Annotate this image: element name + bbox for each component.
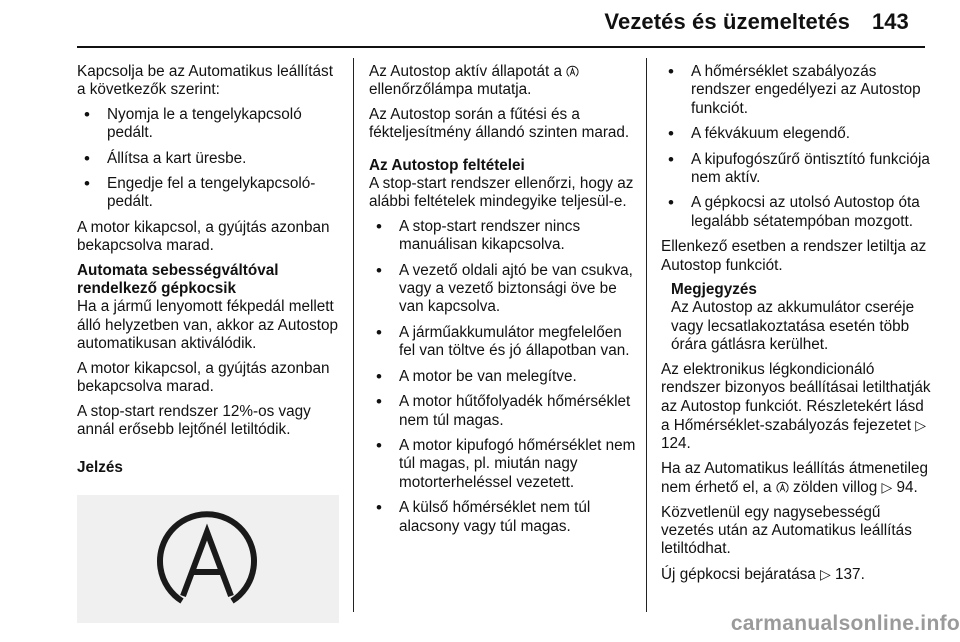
condition-item: • A motor kipufogó hőmérséklet nem túl magas, pl. miután nagy motorterheléssel vezetett. (369, 437, 637, 492)
unavailable-text-after: zölden villog (793, 479, 878, 497)
page-title: Vezetés és üzemeltetés (604, 9, 850, 34)
page-ref-arrow-icon: ▷ (881, 479, 893, 496)
condition-item: • A külső hőmérséklet nem túl alacsony vagy túl magas. (369, 499, 637, 536)
indicator-panel (77, 495, 339, 623)
automatic-heading: Automata sebességváltóval rendelkező gépkocsik (77, 261, 279, 298)
climate-page-ref[interactable]: 124. (661, 435, 691, 453)
column-2 (369, 63, 637, 543)
result-text-2: A motor kikapcsol, a gyújtás azonban bekapcsolva marad. (77, 359, 330, 396)
climate-text-body: Az elektronikus légkondicionáló rendszer bizonyos beállításai letilthatják az Autostop funkciót. Részletekért lásd a Hőmérséklet-szabályozás fejezetet (661, 360, 931, 434)
heating-text: Az Autostop során a fűtési és a fékteljesítmény állandó szinten marad. (369, 105, 630, 142)
column-divider-1 (353, 58, 354, 612)
step-item: • Nyomja le a tengelykapcsoló pedált. (77, 106, 345, 143)
step-item: • Állítsa a kart üresbe. (77, 150, 345, 168)
status-text-before: Az Autostop aktív állapotát a (369, 63, 563, 80)
condition-item: • A motor be van melegítve. (369, 368, 637, 386)
breakin-text (661, 565, 933, 584)
climate-text (661, 361, 933, 454)
page-number: 143 (872, 9, 909, 34)
autostop-lamp-icon (776, 481, 789, 494)
page-ref-arrow-icon: ▷ (915, 416, 926, 433)
condition-item: • A fékvákuum elegendő. (661, 125, 933, 143)
condition-item: • A gépkocsi az utolsó Autostop óta legalább sétatempóban mozgott. (661, 194, 933, 231)
column-3 (661, 63, 933, 590)
condition-item: • A stop-start rendszer nincs manuálisan kikapcsolva. (369, 218, 637, 255)
unavailable-text-before: Ha az Automatikus leállítás átmenetileg nem érhető el, a (661, 459, 928, 497)
autostop-lamp-icon (566, 65, 579, 78)
conditions-list (369, 218, 637, 536)
status-text (369, 63, 637, 100)
note-text: Az Autostop az akkumulátor cseréje vagy lecsatlakoztatása esetén több órára gátlásra kerülhet. (671, 299, 915, 354)
result-text: A motor kikapcsol, a gyújtás azonban bekapcsolva marad. (77, 218, 330, 255)
automatic-text: Ha a jármű lenyomott fékpedál mellett álló helyzetben van, akkor az Autostop automatikusan aktiválódik. (77, 298, 339, 353)
breakin-page-ref[interactable]: 137. (835, 565, 865, 583)
breakin-text-body: Új gépkocsi bejáratása (661, 565, 816, 583)
condition-item: • A hőmérséklet szabályozás rendszer engedélyezi az Autostop funkciót. (661, 63, 933, 118)
note-heading: Megjegyzés (671, 281, 757, 299)
watermark: carmanualsonline.info (730, 612, 960, 635)
conditions-intro: A stop-start rendszer ellenőrzi, hogy az alábbi feltételek mindegyike teljesül-e. (369, 175, 634, 211)
column-divider-2 (646, 58, 647, 612)
otherwise-text: Ellenkező esetben a rendszer letiltja az Autostop funkciót. (661, 238, 927, 274)
unavailable-page-ref[interactable]: 94. (896, 479, 918, 497)
column-1 (77, 63, 345, 623)
conditions-list-continued (661, 63, 933, 231)
condition-item: • A kipufogószűrő öntisztító funkciója nem aktív. (661, 151, 933, 188)
signal-heading: Jelzés (77, 459, 123, 477)
activation-steps (77, 106, 345, 212)
step-item: • Engedje fel a tengelykapcsoló-pedált. (77, 175, 345, 212)
intro-text: Kapcsolja be az Automatikus leállítást a következők szerint: (77, 63, 333, 99)
autostop-a-indicator-icon (149, 502, 265, 616)
unavailable-text (661, 460, 933, 498)
header-rule (77, 46, 925, 48)
slope-disable-text: A stop-start rendszer 12%-os vagy annál erősebb lejtőnél letiltódik. (77, 402, 311, 438)
highway-text: Közvetlenül egy nagysebességű vezetés után az Automatikus leállítás letiltódhat. (661, 503, 912, 558)
condition-item: • A járműakkumulátor megfelelően fel van töltve és jó állapotban van. (369, 324, 637, 361)
conditions-heading: Az Autostop feltételei (369, 156, 525, 174)
page-ref-arrow-icon: ▷ (820, 565, 831, 582)
condition-item: • A vezető oldali ajtó be van csukva, vagy a vezető biztonsági öve be van kapcsolva. (369, 262, 637, 317)
note-box (661, 281, 933, 355)
condition-item: • A motor hűtőfolyadék hőmérséklet nem túl magas. (369, 393, 637, 430)
status-text-after: ellenőrzőlámpa mutatja. (369, 81, 532, 99)
